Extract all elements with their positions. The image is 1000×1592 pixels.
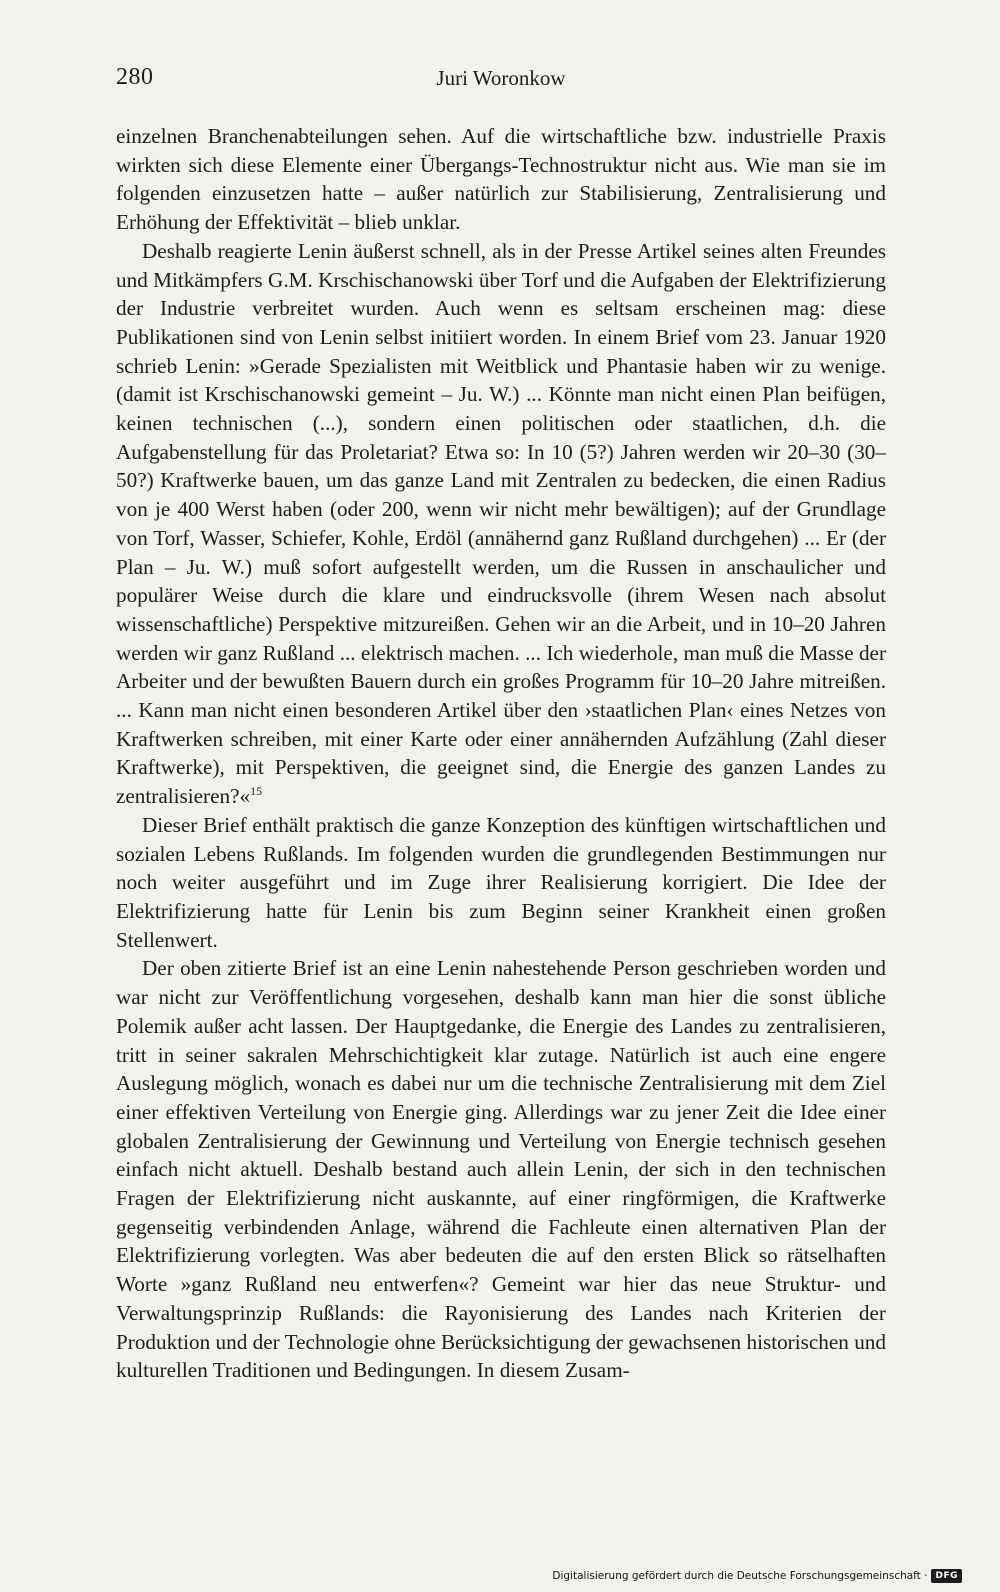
paragraph-1: einzelnen Branchenabteilungen sehen. Auf die wirtschaftliche bzw. industrielle Praxis wirkten sich diese Elemente einer Übergangs-Technostruktur nicht aus. Wie man sie im folgenden einzusetzen hatte – außer natürlich zur Stabilisierung, Zentralisierung und Erhöhung der Effektivität – blieb unklar. xyxy=(116,124,886,235)
paragraph-2-text: Deshalb reagierte Lenin äußerst schnell, als in der Presse Artikel seines alten Freundes und Mitkämpfers G.M. Krschischanowski über Torf und die Aufgaben der Elektrifizierung der Industrie verbreitet wurden. Auch wenn es seltsam erscheinen mag: diese Publikationen sind von Lenin selbst initiiert worden. In einem Brief vom 23. Januar 1920 schrieb Lenin: »Gerade Spezialisten mit Weitblick und Phantasie haben wir zu wenige. (damit ist Krschischanowski gemeint – Ju. W.) ... Könnte man nicht einen Plan beifügen, keinen technischen (...), sondern einen politischen oder staatlichen, d.h. die Aufgabenstellung für das Proletariat? Etwa so: In 10 (5?) Jahren werden wir 20–30 (30–50?) Kraftwerke bauen, um das ganze Land mit Zentralen zu bedecken, die einen Radius von je 400 Werst haben (oder 200, wenn wir nicht mehr bewältigen); auf der Grundlage von Torf, Wasser, Schiefer, Kohle, Erdöl (annähernd ganz Rußland durchgehen) ... Er (der Plan – Ju. W.) muß sofort aufgestellt werden, um die Russen in anschaulicher und populärer Weise durch die klare und eindrucksvolle (ihrem Wesen nach absolut wissenschaftliche) Perspektive mitzureißen. Gehen wir an die Arbeit, und in 10–20 Jahren werden wir ganz Rußland ... elektrisch machen. ... Ich wiederhole, man muß die Masse der Arbeiter und der bewußten Bauern durch ein großes Programm für 10–20 Jahre mitreißen. ... Kann man nicht einen besonderen Artikel über den ›staatlichen Plan‹ eines Netzes von Kraftwerken schreiben, mit einer Karte oder einer annähernden Aufzählung (Zahl dieser Kraftwerke), mit Perspektiven, die geeignet sind, die Energie des ganzen Landes zu zentralisieren?« xyxy=(116,238,886,809)
body-text xyxy=(116,122,886,1385)
paragraph-3: Dieser Brief enthält praktisch die ganze Konzeption des künftigen wirtschaftlichen und sozialen Lebens Rußlands. Im folgenden wurden die grundlegenden Bestimmungen nur noch weiter ausgeführt und im Zuge ihrer Realisierung korrigiert. Die Idee der Elektrifizierung hatte für Lenin bis zum Beginn seiner Krankheit einen großen Stellenwert. xyxy=(116,812,886,952)
digitization-footer xyxy=(552,1566,962,1586)
footer-text: Digitalisierung gefördert durch die Deutsche Forschungsgemeinschaft · xyxy=(552,1570,928,1582)
dfg-logo: DFG xyxy=(931,1569,962,1583)
page-header xyxy=(116,64,886,98)
paragraph-4: Der oben zitierte Brief ist an eine Lenin nahestehende Person geschrieben worden und war nicht zur Veröffentlichung vorgesehen, deshalb kann man hier die sonst übliche Polemik außer acht lassen. Der Hauptgedanke, die Energie des Landes zu zentralisieren, tritt in seiner sakralen Mehrschichtigkeit klar zutage. Natürlich ist auch eine engere Auslegung möglich, wonach es dabei nur um die technische Zentralisierung mit dem Ziel einer effektiven Verteilung von Energie ging. Allerdings war zu jener Zeit die Idee einer globalen Zentralisierung der Gewinnung und Verteilung von Energie technisch gesehen einfach nicht aktuell. Deshalb bestand auch allein Lenin, der sich in den technischen Fragen der Elektrifizierung nicht auskannte, auf einer ringförmigen, die Kraftwerke gegenseitig verbindenden Anlage, während die Fachleute einen alternativen Plan der Elektrifizierung vorlegten. Was aber bedeuten die auf den ersten Blick so rätselhaften Worte »ganz Rußland neu entwerfen«? Gemeint war hier das neue Struktur- und Verwaltungsprinzip Rußlands: die Rayonisierung des Landes nach Kriterien der Produktion und der Technologie ohne Berücksichtigung der gewachsenen historischen und kulturellen Traditionen und Bedingungen. In diesem Zusam- xyxy=(116,956,886,1383)
footnote-reference: 15 xyxy=(250,784,263,799)
page-number: 280 xyxy=(116,64,154,90)
running-head: Juri Woronkow xyxy=(436,66,566,90)
paragraph-2 xyxy=(116,237,886,811)
